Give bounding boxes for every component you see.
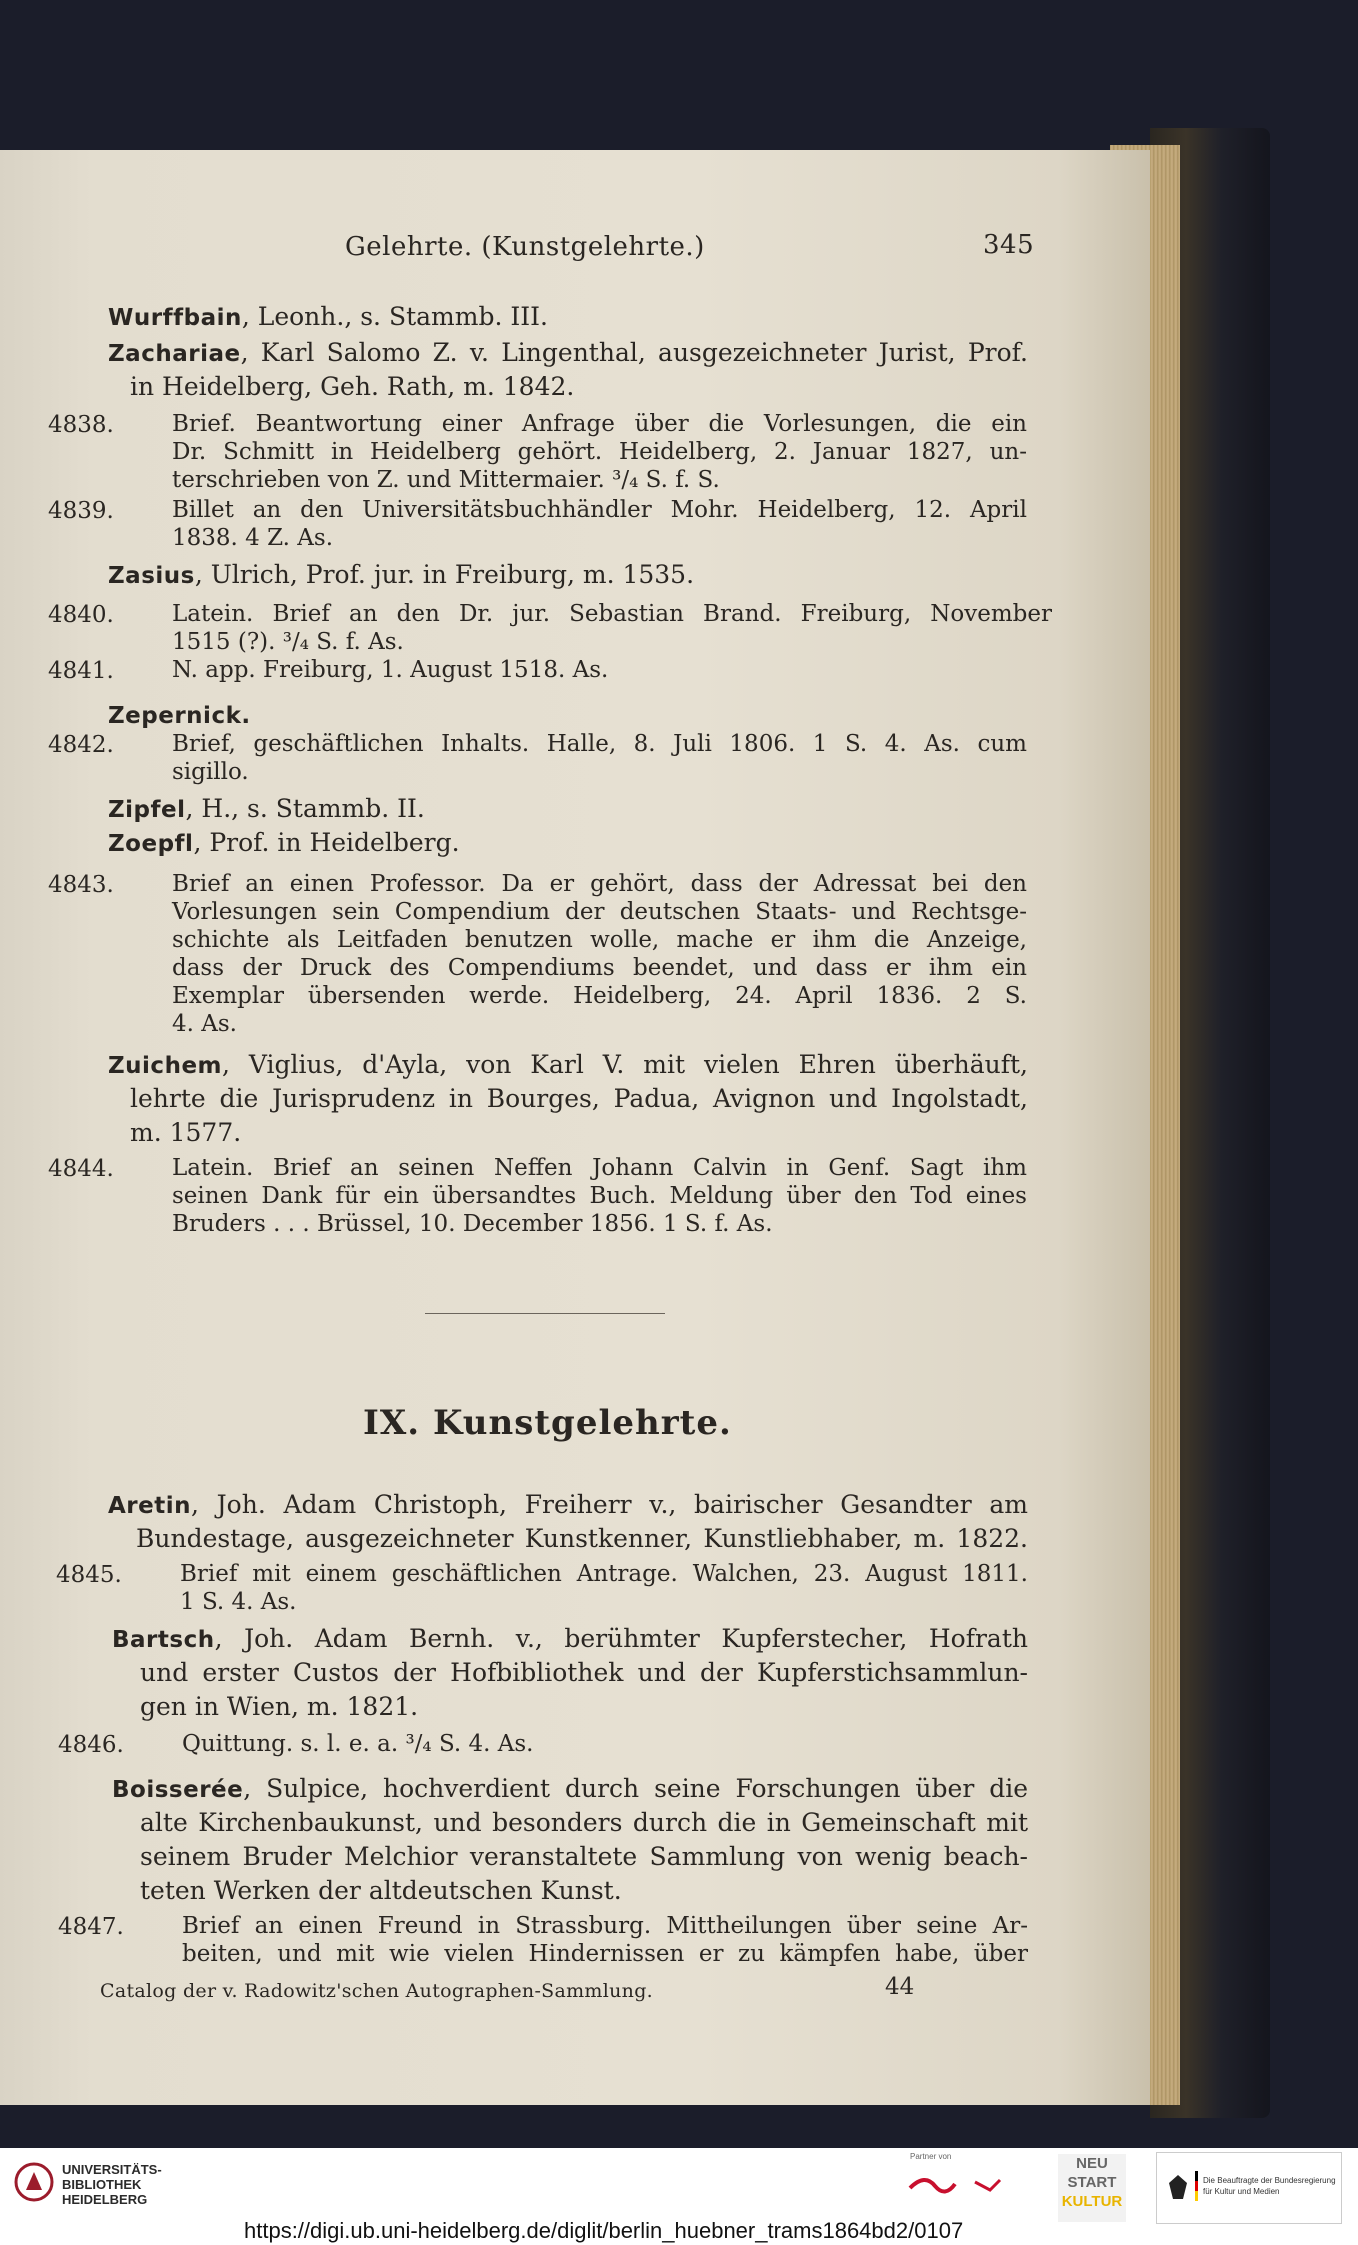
entry-4838-text: Brief. Beantwortung einer Anfrage über die Vorlesungen, die ein Dr. Schmitt in Heidelberg gehört. Heidelberg, 2. Januar 1827, un- terschrieben von Z. und Mittermaier. ³/₄ S. f. S.: [172, 411, 1027, 493]
entry-4842-text: Brief, geschäftlichen Inhalts. Halle, 8. Juli 1806. 1 S. 4. As. cum sigillo.: [172, 731, 1027, 785]
entry-4843-text: Brief an einen Professor. Da er gehört, dass der Adressat bei den Vorlesungen sein Compendium der deutschen Staats- und Rechtsge- schichte als Leitfaden benutzen wolle, mache er ihm die Anzeige, dass der Druck des Compendiums beendet, und dass er ihm ein Exemplar übersenden werde. Heidelberg, 24. April 1836. 2 S. 4. As.: [172, 871, 1027, 1037]
entry-aretin: [108, 1488, 1028, 1523]
partner-label: Partner von: [910, 2152, 952, 2161]
page-number: 345: [983, 230, 1035, 260]
entry-name: Zachariae: [108, 341, 241, 367]
section-title: IX. Kunstgelehrte.: [363, 1403, 732, 1443]
university-seal-icon: [14, 2162, 54, 2202]
entry-wurffbain: [108, 300, 548, 335]
entry-zuichem-line2: lehrte die Jurisprudenz in Bourges, Padua, Avignon und Ingolstadt,: [130, 1084, 1028, 1113]
entry-number: 4846.: [58, 1732, 124, 1758]
entry-number: 4838.: [48, 412, 114, 438]
footer-banner: [0, 2148, 1358, 2245]
book-page: [0, 150, 1150, 2105]
bkm-logo[interactable]: [1156, 2152, 1342, 2224]
source-url[interactable]: https://digi.ub.uni-heidelberg.de/diglit/berlin_huebner_trams1864bd2/0107: [244, 2218, 964, 2243]
entry-bartsch: [112, 1622, 1028, 1657]
entry-name: Zoepfl: [108, 831, 194, 857]
entry-zuichem: [108, 1048, 1028, 1083]
entry-number: 4839.: [48, 498, 114, 524]
entry-4841-text: N. app. Freiburg, 1. August 1518. As.: [172, 657, 609, 683]
section-divider: [425, 1313, 665, 1314]
entry-name: Zasius: [108, 563, 195, 589]
library-logo-text[interactable]: UNIVERSITÄTS- BIBLIOTHEK HEIDELBERG: [62, 2162, 162, 2207]
entry-name: Zipfel: [108, 797, 186, 823]
entry-text: , Joh. Adam Bernh. v., berühmter Kupferstecher, Hofrath: [214, 1624, 1028, 1653]
entry-number: 4841.: [48, 658, 114, 684]
entry-number: 4844.: [48, 1156, 114, 1182]
entry-name: Boisserée: [112, 1777, 244, 1803]
entry-text: , Sulpice, hochverdient durch seine Forschungen über die: [243, 1774, 1028, 1803]
entry-text: , Ulrich, Prof. jur. in Freiburg, m. 1535.: [194, 560, 695, 589]
ddb-logo-icon[interactable]: [905, 2168, 1015, 2208]
flag-stripe: [1195, 2171, 1198, 2201]
entry-bartsch-line3: gen in Wien, m. 1821.: [140, 1692, 419, 1721]
entry-text: , Leonh., s. Stammb. III.: [241, 302, 548, 331]
entry-text: , Karl Salomo Z. v. Lingenthal, ausgezeichneter Jurist, Prof.: [240, 338, 1028, 367]
entry-4845-text: Brief mit einem geschäftlichen Antrage. Walchen, 23. August 1811. 1 S. 4. As.: [180, 1561, 1028, 1615]
entry-4846-text: Quittung. s. l. e. a. ³/₄ S. 4. As.: [182, 1731, 534, 1757]
entry-4844-text: Latein. Brief an seinen Neffen Johann Calvin in Genf. Sagt ihm seinen Dank für ein übersandtes Buch. Meldung über den Tod eines Bruders . . . Brüssel, 10. December 1856. 1 S. f. As.: [172, 1155, 1027, 1237]
entry-4839-text: Billet an den Universitätsbuchhändler Mohr. Heidelberg, 12. April 1838. 4 Z. As.: [172, 497, 1027, 551]
entry-number: 4842.: [48, 732, 114, 758]
entry-boisseree-line4: teten Werken der altdeutschen Kunst.: [140, 1876, 622, 1905]
entry-bartsch-line2: und erster Custos der Hofbibliothek und der Kupferstichsammlun-: [140, 1658, 1028, 1687]
entry-boisseree-line2: alte Kirchenbaukunst, und besonders durch die in Gemeinschaft mit: [140, 1808, 1028, 1837]
entry-4840-text: Latein. Brief an den Dr. jur. Sebastian Brand. Freiburg, November 1515 (?). ³/₄ S. f. As.: [172, 601, 1052, 655]
entry-name: Zepernick.: [108, 703, 251, 729]
entry-zuichem-line3: m. 1577.: [130, 1118, 242, 1147]
page-footer-signature: 44: [885, 1974, 915, 2000]
entry-number: 4840.: [48, 602, 114, 628]
entry-zasius: [108, 558, 694, 593]
entry-zepernick: [108, 698, 251, 733]
entry-text: , Prof. in Heidelberg.: [193, 828, 460, 857]
entry-zipfel: [108, 792, 425, 827]
entry-name: Wurffbain: [108, 305, 242, 331]
entry-zachariae-line2: in Heidelberg, Geh. Rath, m. 1842.: [130, 372, 575, 401]
entry-text: , Joh. Adam Christoph, Freiherr v., bairischer Gesandter am: [191, 1490, 1028, 1519]
eagle-icon: [1167, 2173, 1189, 2201]
entry-boisseree-line3: seinem Bruder Melchior veranstaltete Sammlung von wenig beach-: [140, 1842, 1028, 1871]
neustart-kultur-logo[interactable]: NEU START KULTUR: [1058, 2154, 1126, 2222]
entry-name: Bartsch: [112, 1627, 215, 1653]
page-footer-catalog: Catalog der v. Radowitz'schen Autographen-Sammlung.: [100, 1980, 653, 2002]
entry-number: 4847.: [58, 1914, 124, 1940]
entry-number: 4843.: [48, 872, 114, 898]
entry-text: , Viglius, d'Ayla, von Karl V. mit vielen Ehren überhäuft,: [222, 1050, 1028, 1079]
entry-text: , H., s. Stammb. II.: [185, 794, 425, 823]
entry-name: Aretin: [108, 1493, 191, 1519]
entry-name: Zuichem: [108, 1053, 223, 1079]
bkm-text: Die Beauftragte der Bundesregierung für Kultur und Medien: [1203, 2176, 1336, 2196]
entry-zoepfl: [108, 826, 460, 861]
running-head-title: Gelehrte. (Kunstgelehrte.): [345, 232, 705, 262]
entry-zachariae: [108, 336, 1028, 371]
entry-number: 4845.: [56, 1562, 122, 1588]
entry-aretin-line2: Bundestage, ausgezeichneter Kunstkenner, Kunstliebhaber, m. 1822.: [136, 1524, 1028, 1553]
entry-boisseree: [112, 1772, 1028, 1807]
entry-4847-text: Brief an einen Freund in Strassburg. Mittheilungen über seine Ar- beiten, und mit wie vielen Hindernissen er zu kämpfen habe, über: [182, 1913, 1028, 1967]
